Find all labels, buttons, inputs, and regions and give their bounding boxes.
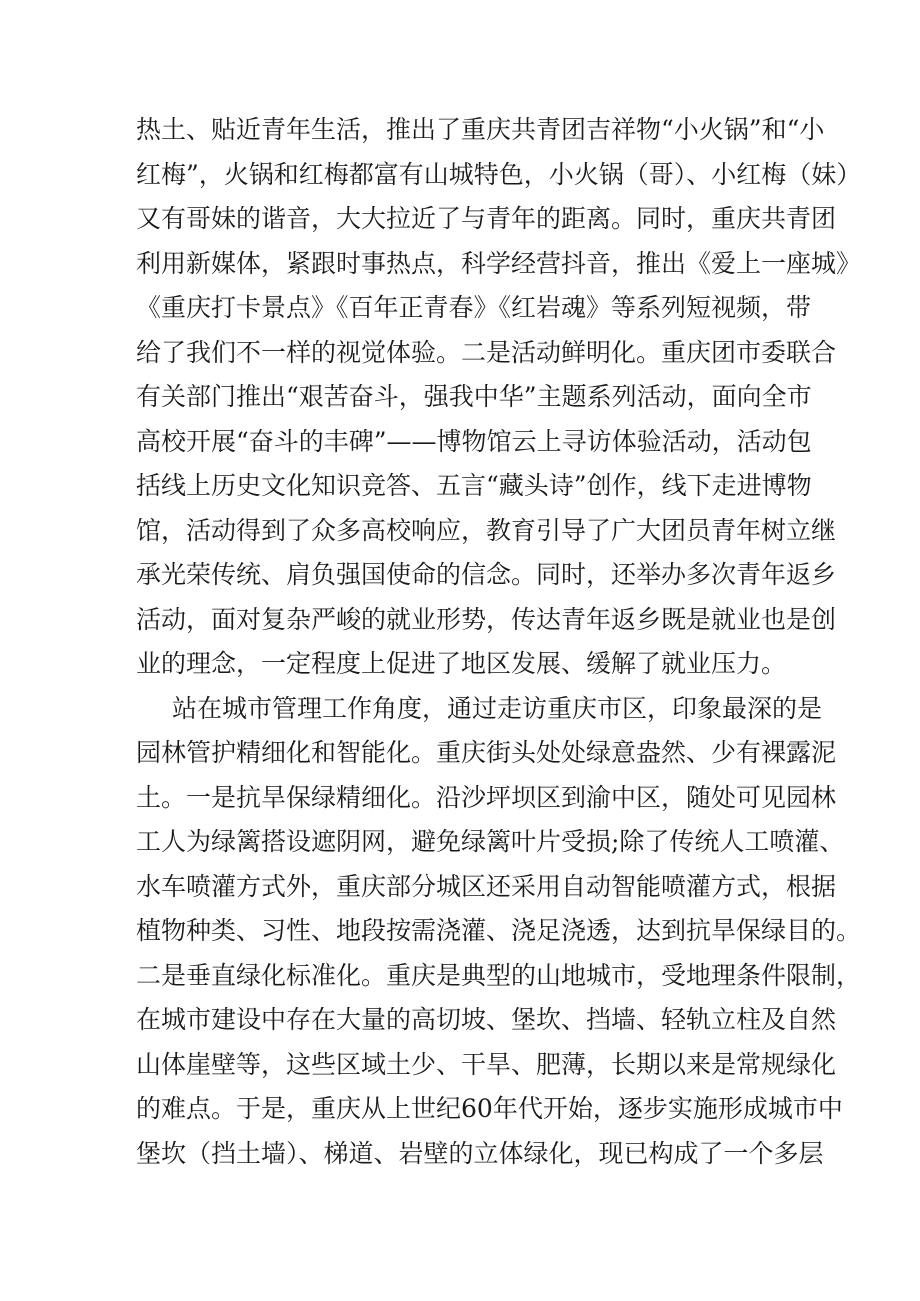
text-line: 工人为绿篱搭设遮阴网，避免绿篱叶片受损;除了传统人工喷灌、: [136, 827, 845, 856]
text-line: 活动，面对复杂严峻的就业形势，传达青年返乡既是就业也是创: [136, 604, 837, 634]
text-line: 的难点。于是，重庆从上世纪60年代开始，逐步实施形成城市中: [136, 1094, 843, 1123]
text-line: 给了我们不一样的视觉体验。二是活动鲜明化。重庆团市委联合: [136, 337, 837, 367]
text-line: 括线上历史文化知识竞答、五言“藏头诗”创作，线下走进博物: [136, 471, 812, 500]
text-line: 水车喷灌方式外，重庆部分城区还采用自动智能喷灌方式，根据: [136, 871, 837, 901]
text-line: 堡坎（挡土墙）、梯道、岩壁的立体绿化，现已构成了一个多层: [136, 1138, 824, 1168]
text-line: 山体崖壁等，这些区域土少、干旱、肥薄，长期以来是常规绿化: [136, 1049, 837, 1079]
text-line: 承光荣传统、肩负强国使命的信念。同时，还举办多次青年返乡: [136, 560, 837, 589]
text-line: 土。一是抗旱保绿精细化。沿沙坪坝区到渝中区，随处可见园林: [136, 782, 837, 812]
text-line: 园林管护精细化和智能化。重庆街头处处绿意盎然、少有裸露泥: [136, 738, 837, 767]
text-line: 在城市建设中存在大量的高切坡、堡坎、挡墙、轻轨立柱及自然: [136, 1005, 837, 1034]
text-line: 馆，活动得到了众多高校响应，教育引导了广大团员青年树立继: [136, 515, 837, 545]
text-line: 又有哥妹的谐音，大大拉近了与青年的距离。同时，重庆共青团: [136, 204, 837, 233]
text-line: 高校开展“奋斗的丰碑”——博物馆云上寻访体验活动，活动包: [136, 426, 812, 456]
text-line: 业的理念，一定程度上促进了地区发展、缓解了就业压力。: [136, 649, 787, 678]
text-line: 植物种类、习性、地段按需浇灌、浇足浇透，达到抗旱保绿目的。: [136, 916, 862, 945]
text-line: 二是垂直绿化标准化。重庆是典型的山地城市，受地理条件限制，: [136, 960, 862, 990]
text-line: 有关部门推出“艰苦奋斗，强我中华”主题系列活动，面向全市: [136, 382, 812, 411]
text-line: 《重庆打卡景点》《百年正青春》《红岩魂》等系列短视频，带: [136, 293, 812, 322]
paragraph-first-line: 站在城市管理工作角度，通过走访重庆市区，印象最深的是: [172, 693, 823, 723]
body-text: [136, 108, 862, 1176]
text-line: 红梅”，火锅和红梅都富有山城特色，小火锅（哥）、小红梅（妹）: [136, 159, 862, 189]
text-line: 利用新媒体，紧跟时事热点，科学经营抖音，推出《爱上一座城》: [136, 248, 862, 278]
text-line: 热土、贴近青年生活，推出了重庆共青团吉祥物“小火锅”和“小: [136, 115, 825, 144]
